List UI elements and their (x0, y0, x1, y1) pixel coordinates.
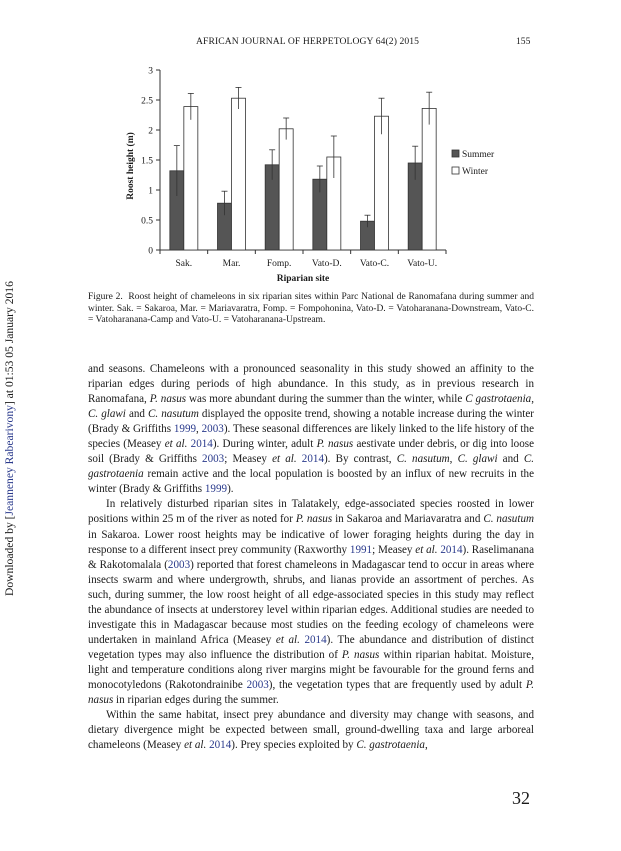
text-run: ). The abundance and distribution of distinct vegetation types may also influence the distribution of (88, 633, 534, 661)
figure-caption (88, 292, 534, 327)
reference-link[interactable]: 1999 (204, 483, 228, 496)
page-number: 155 (516, 36, 531, 47)
italic-text: C. glawi (88, 408, 126, 421)
reference-link[interactable]: 2003 (246, 678, 269, 691)
text-run: was more abundant during the summer than the winter, while (186, 393, 466, 406)
text-run: ). By contrast, (323, 453, 397, 466)
bar-winter-sak (184, 107, 198, 250)
roost-height-chart (0, 0, 621, 292)
bar-winter-vato-c (375, 116, 389, 250)
text-run: in riparian edges during the summer. (113, 694, 279, 707)
bar-winter-mar (232, 98, 246, 250)
x-tick-label: Mar. (222, 259, 241, 269)
italic-text: et al. (272, 453, 297, 466)
italic-text: et al. (415, 543, 438, 556)
text-run: ). These seasonal differences are likely linked to the life history of the species (Measey (88, 423, 534, 451)
italic-text: C. nasutum (148, 408, 199, 421)
x-tick-label: Vato-D. (311, 259, 342, 269)
text-run: ), the vegetation types that are frequently used by adult (268, 678, 526, 691)
italic-text: C. gastrotaenia (356, 739, 425, 752)
reference-link[interactable]: 2014 (304, 633, 327, 646)
italic-text: C. glawi (457, 453, 498, 466)
text-run: and seasons. Chameleons with a pronounced seasonality in this study showed an affinity to the riparian edges during periods of high abundance. In this study, as in previous research in Ranomafana, (88, 363, 534, 406)
italic-text: C gastrotaenia (465, 393, 532, 406)
y-tick-label: 2.5 (141, 96, 153, 107)
italic-text: C. gastrotaenia (88, 453, 535, 481)
footer-page-number: 32 (512, 788, 530, 808)
legend-swatch-summer (452, 150, 459, 157)
text-run: in Sakaroa and Mariavaratra and (332, 513, 484, 526)
reference-link[interactable]: 2003 (167, 558, 191, 571)
x-tick-label: Vato-C. (359, 259, 390, 269)
paragraph (88, 708, 534, 753)
bar-winter-vato-u (422, 108, 436, 250)
legend-swatch-winter (452, 167, 459, 174)
legend-label-summer: Summer (462, 150, 495, 160)
reference-link[interactable]: 1999 (173, 423, 197, 436)
text-run: ) reported that forest chameleons in Madagascar tend to occur in areas where insects swarm and where undergrowth, shrubs, and lianas provide an assortment of perches. As such, during summer, the low roost height of all edge-associated species in this study may reflect the abundance of insects at understorey level within riparian edges. Additional studies are needed to investigate this in Madagascar because most studies on the feeding ecology of chameleons were undertaken in mainland Africa (Measey (88, 558, 534, 646)
paragraph (88, 362, 534, 497)
text-run: , (531, 393, 534, 406)
text-run: , (449, 453, 458, 466)
reference-link[interactable]: 2014 (209, 739, 232, 752)
y-tick-label: 0 (148, 246, 153, 257)
italic-text: P. nasus (316, 438, 354, 451)
text-run: remain active and the local population is boosted by an influx of new recruits in the winter (Brady & Griffiths (88, 468, 534, 496)
y-tick-label: 1.5 (141, 156, 153, 167)
text-run: Within the same habitat, insect prey abundance and diversity may change with seasons, and dietary divergence might be expected between small, ground-dwelling taxa and large arboreal chameleons (Measey (88, 709, 534, 752)
text-run: and (497, 453, 524, 466)
italic-text: et al. (275, 633, 300, 646)
reference-link[interactable]: 1991 (349, 543, 373, 556)
italic-text: et al. (164, 438, 188, 451)
italic-text: C. nasutum (483, 513, 534, 526)
reference-link[interactable]: 2014 (440, 543, 463, 556)
text-run: ; Measey (224, 453, 273, 466)
download-suffix: ] at 01:53 05 January 2016 (3, 281, 16, 406)
x-tick-label: Vato-U. (407, 259, 438, 269)
text-run: ; Measey (372, 543, 416, 556)
x-tick-label: Sak. (175, 259, 193, 269)
text-run: ). (227, 483, 234, 496)
text-run: within riparian habitat. Moisture, light and temperature conditions along river margins might be favourable for the ground ferns and monocotyledons (Rakotondrainibe (88, 648, 534, 691)
y-tick-label: 2 (148, 126, 153, 137)
italic-text: P. nasus (295, 513, 333, 526)
y-tick-label: 3 (148, 66, 153, 77)
reference-link[interactable]: 2014 (301, 453, 324, 466)
reference-link[interactable]: 2003 (202, 453, 225, 466)
reference-link[interactable]: 2014 (190, 438, 213, 451)
reference-link[interactable]: 2003 (201, 423, 224, 436)
author-link[interactable]: Jeanneney Rabearivony (3, 405, 16, 516)
y-tick-label: 1 (148, 186, 153, 197)
italic-text: C. nasutum (396, 453, 450, 466)
x-tick-label: Fomp. (266, 259, 292, 269)
caption-label: Figure 2. (88, 292, 123, 302)
text-run: In relatively disturbed riparian sites in Talatakely, edge-associated species roosted in lower positions within 25 m of the river as noted for (88, 498, 534, 526)
caption-text: Roost height of chameleons in six riparian sites within Parc National de Ranomafana during summer and winter. Sak. = Sakaroa, Mar. = Mariavaratra, Fomp. = Fompohonina, Vato-D. = Vatoharanana-Downstream, Vato-C. = Vatoharanana-Camp and Vato-U. = Vatoharanana-Upstream. (88, 292, 535, 326)
paragraph (88, 497, 534, 708)
text-run: , (196, 423, 202, 436)
legend-label-winter: Winter (462, 167, 488, 177)
italic-text: et al. (184, 739, 207, 752)
journal-title: AFRICAN JOURNAL OF HERPETOLOGY 64(2) 2015 (196, 36, 420, 47)
text-run: ). During winter, adult (212, 438, 317, 451)
bar-winter-fomp (279, 129, 293, 250)
y-tick-label: 0.5 (141, 216, 153, 227)
text-run: , (424, 739, 428, 752)
y-axis-title: Roost height (m) (126, 132, 136, 200)
x-axis-title: Riparian site (276, 274, 330, 284)
italic-text: P. nasus (149, 393, 187, 406)
text-run: and (125, 408, 149, 421)
text-run: displayed the opposite trend, showing a notable increase during the winter (Brady & Griffiths (88, 408, 535, 436)
text-run: ). Prey species exploited by (231, 739, 357, 752)
italic-text: P. nasus (88, 678, 534, 707)
download-prefix: Downloaded by [ (3, 515, 16, 596)
text-run: ). Raselimanana & Rakotomalala ( (88, 543, 534, 571)
italic-text: P. nasus (341, 648, 380, 661)
text-run: in Sakaroa. Lower roost heights may be indicative of lower foraging heights during the day in response to a different insect prey community (Raxworthy (88, 528, 534, 556)
body-text (88, 362, 534, 753)
text-run: aestivate under debris, or dig into loose soil (Brady & Griffiths (88, 438, 535, 466)
